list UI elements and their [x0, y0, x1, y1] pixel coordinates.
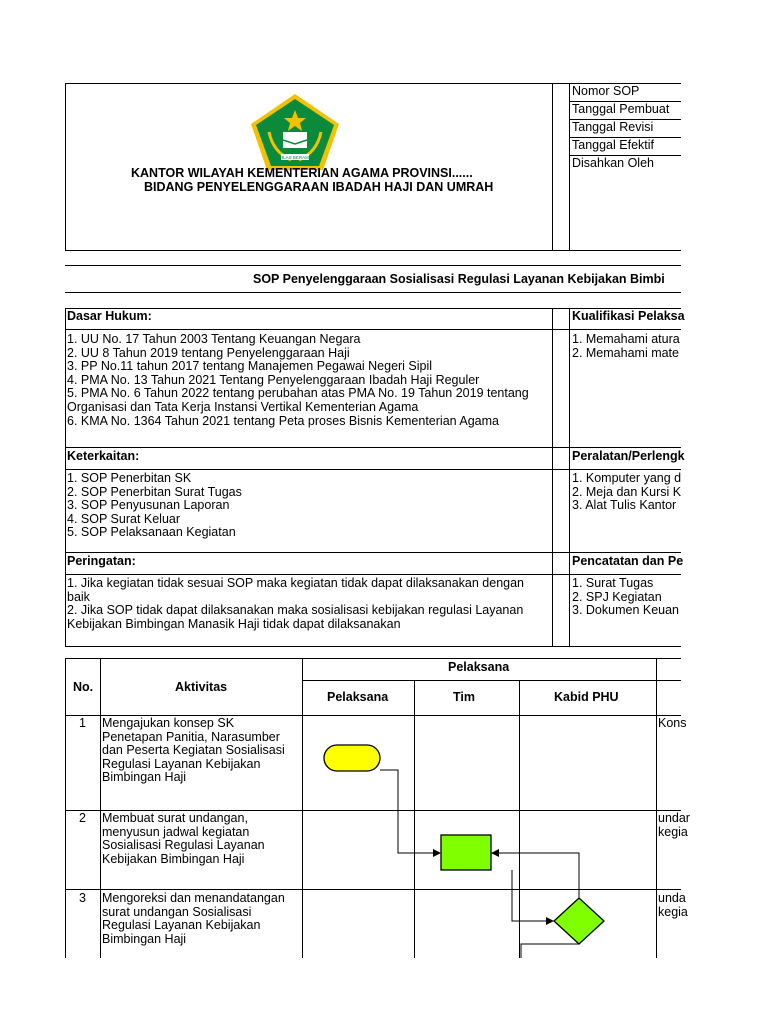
peringatan-heading: Peringatan: [67, 554, 136, 568]
meta-tanggal-pembuat: Tanggal Pembuat [572, 102, 670, 116]
list-item: 5. SOP Pelaksanaan Kegiatan [67, 525, 236, 540]
division-name: BIDANG PENYELENGGARAAN IBADAH HAJI DAN UMRAH [144, 180, 494, 194]
list-item: 3. Alat Tulis Kantor [572, 498, 677, 513]
row-activity: Mengajukan konsep SK Penetapan Panitia, Narasumber dan Peserta Kegiatan Sosialisasi Regulasi Layanan Kebijakan Bimbingan Haji [102, 716, 285, 785]
office-name: KANTOR WILAYAH KEMENTERIAN AGAMA PROVINSI...... [131, 166, 473, 180]
list-item: Organisasi dan Tata Kerja Instansi Vertikal Kementerian Agama [67, 399, 419, 414]
row-output: Kons [658, 716, 687, 730]
flow-connector [512, 870, 553, 921]
list-item: 3. Dokumen Keuan [572, 603, 680, 618]
row-output: undar kegia [658, 811, 690, 839]
list-item: 5. PMA No. 6 Tahun 2022 tentang perubahan atas PMA No. 19 Tahun 2019 tentang [67, 386, 529, 401]
list-item: 2. Memahami mate [572, 345, 679, 360]
flow-connector [492, 853, 579, 898]
kualifikasi-heading: Kualifikasi Pelaksa [572, 309, 685, 323]
meta-tanggal-efektif: Tanggal Efektif [572, 138, 654, 152]
list-item: 1. Jika kegiatan tidak sesuai SOP maka kegiatan tidak dapat dilaksanakan dengan [67, 576, 525, 590]
row-activity: Membuat surat undangan, menyusun jadwal kegiatan Sosialisasi Regulasi Layanan Kebijakan Bimbingan Haji [102, 811, 265, 866]
list-item: 1. Komputer yang d [572, 471, 682, 485]
list-item: 2. Meja dan Kursi K [572, 484, 682, 499]
flow-process [441, 835, 491, 870]
list-item: 2. SOP Penerbitan Surat Tugas [67, 484, 242, 499]
column-header-pelaksana-group: Pelaksana [448, 660, 510, 674]
meta-tanggal-revisi: Tanggal Revisi [572, 120, 654, 134]
meta-disahkan-oleh: Disahkan Oleh [572, 156, 654, 170]
list-item: 2. UU 8 Tahun 2019 tentang Penyelenggaraan Haji [67, 345, 350, 360]
flow-connector [521, 944, 579, 958]
column-header-kabid-phu: Kabid PHU [554, 690, 619, 704]
list-item: 4. SOP Surat Keluar [67, 511, 181, 526]
flow-terminator-start [324, 745, 380, 771]
row-number: 1 [79, 716, 86, 730]
list-item: 3. PP No.11 tahun 2017 tentang Manajemen Pegawai Negeri Sipil [67, 359, 433, 374]
row-output: unda kegia [658, 891, 688, 919]
row-activity: Mengoreksi dan menandatangan surat undangan Sosialisasi Regulasi Layanan Kebijakan Bimbingan Haji [102, 891, 285, 946]
flow-connector [380, 770, 440, 853]
pencatatan-heading: Pencatatan dan Pe [572, 554, 684, 568]
list-item: baik [67, 589, 90, 604]
list-item: 1. Surat Tugas [572, 576, 654, 590]
list-item: Kebijakan Bimbingan Manasik Haji tidak dapat dilaksanakan [67, 616, 401, 631]
column-header-tim: Tim [453, 690, 475, 704]
list-item: 3. SOP Penyusunan Laporan [67, 498, 230, 513]
sop-title: SOP Penyelenggaraan Sosialisasi Regulasi Layanan Kebijakan Bimbi [253, 272, 665, 286]
logo-motto: IKHLAS BERAMAL [275, 155, 315, 160]
list-item: 2. SPJ Kegiatan [572, 589, 662, 604]
list-item: 1. Memahami atura [572, 332, 680, 346]
column-header-pelaksana: Pelaksana [327, 690, 389, 704]
meta-nomor-sop: Nomor SOP [572, 84, 640, 98]
row-number: 2 [79, 811, 86, 825]
dasar-hukum-heading: Dasar Hukum: [67, 309, 152, 323]
list-item: 2. Jika SOP tidak dapat dilaksanakan maka sosialisasi kebijakan regulasi Layanan [67, 603, 524, 618]
list-item: 1. UU No. 17 Tahun 2003 Tentang Keuangan Negara [67, 332, 361, 346]
column-header-no: No. [73, 680, 94, 694]
list-item: 6. KMA No. 1364 Tahun 2021 tentang Peta proses Bisnis Kementerian Agama [67, 413, 499, 428]
peralatan-heading: Peralatan/Perlengk [572, 449, 685, 463]
list-item: 4. PMA No. 13 Tahun 2021 Tentang Penyelenggaraan Ibadah Haji Reguler [67, 372, 480, 387]
list-item: 1. SOP Penerbitan SK [67, 471, 192, 485]
column-header-aktivitas: Aktivitas [175, 680, 228, 694]
keterkaitan-heading: Keterkaitan: [67, 449, 140, 463]
flow-decision [554, 898, 604, 944]
row-number: 3 [79, 891, 86, 905]
